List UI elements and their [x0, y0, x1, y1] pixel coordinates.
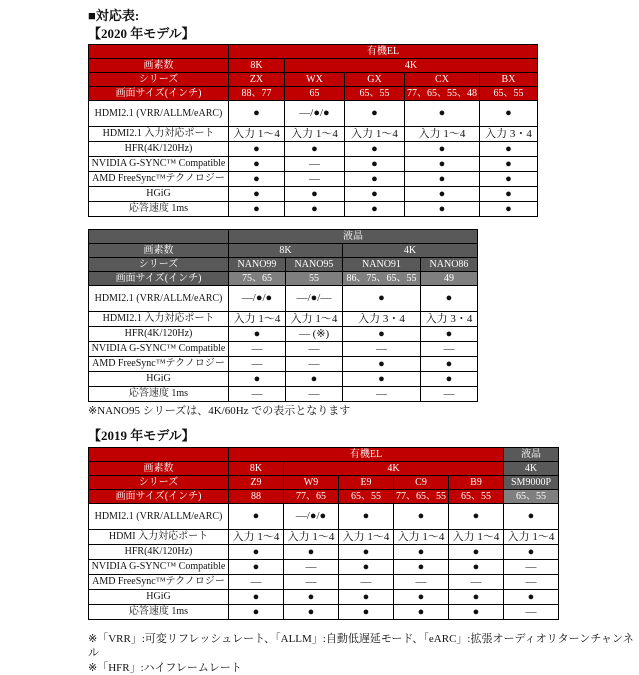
hgig-label: HGiG	[89, 590, 229, 605]
header-cell-sizes: 55	[286, 272, 343, 286]
response-label: 応答速度 1ms	[89, 202, 229, 217]
hdmi21-label: HDMI2.1 (VRR/ALLM/eARC)	[89, 504, 229, 530]
spec-cell-gsync: ●	[405, 157, 480, 172]
spec-cell-hdmi-ports: 入力 1～4	[345, 127, 405, 142]
spec-cell-gsync: —	[285, 157, 345, 172]
header-row-sizes	[89, 87, 538, 101]
spec-cell-response: ●	[284, 605, 339, 620]
header-row-pixels	[89, 244, 478, 258]
spec-cell-hgig: ●	[286, 372, 343, 387]
spec-cell-response: ●	[229, 202, 285, 217]
panel-label	[89, 230, 229, 244]
spec-cell-gsync: ●	[394, 560, 449, 575]
spec-cell-freesync: —	[339, 575, 394, 590]
series-label: シリーズ	[89, 258, 229, 272]
series-label: シリーズ	[89, 73, 229, 87]
header-cell-sizes: 65、55	[480, 87, 538, 101]
spec-cell-freesync: ●	[229, 172, 285, 187]
spec-row-hdmi21	[89, 504, 559, 530]
header-cell-series: WX	[285, 73, 345, 87]
gsync-label: NVIDIA G-SYNC™ Compatible	[89, 560, 229, 575]
spec-cell-hdmi21: ●	[480, 101, 538, 127]
header-cell-sizes: 86、75、65、55	[343, 272, 421, 286]
freesync-label: AMD FreeSync™テクノロジー	[89, 357, 229, 372]
spec-row-freesync	[89, 172, 538, 187]
spec-cell-hdmi-ports: 入力 1～4	[286, 312, 343, 327]
freesync-label: AMD FreeSync™テクノロジー	[89, 172, 229, 187]
spec-cell-hdmi-ports: 入力 3・4	[480, 127, 538, 142]
table-model-2020-lcd	[88, 229, 478, 402]
spec-cell-hfr: ●	[345, 142, 405, 157]
freesync-label: AMD FreeSync™テクノロジー	[89, 575, 229, 590]
header-cell-panel: 有機EL	[229, 448, 504, 462]
hdmi-ports-label: HDMI2.1 入力対応ポート	[89, 127, 229, 142]
sizes-label: 画面サイズ(インチ)	[89, 87, 229, 101]
spec-cell-freesync: —	[449, 575, 504, 590]
spec-cell-hgig: ●	[339, 590, 394, 605]
header-cell-panel: 液晶	[504, 448, 559, 462]
spec-cell-freesync: ●	[345, 172, 405, 187]
header-cell-pixels: 4K	[343, 244, 478, 258]
spec-cell-hdmi-ports: 入力 1～4	[339, 530, 394, 545]
spec-cell-hdmi21: ●	[229, 504, 284, 530]
spec-cell-freesync: ●	[421, 357, 478, 372]
spec-cell-freesync: —	[286, 357, 343, 372]
header-row-sizes	[89, 272, 478, 286]
spec-cell-hfr: ●	[480, 142, 538, 157]
spec-row-hdmi-ports	[89, 530, 559, 545]
table-wrap-model-2020-oled	[88, 44, 639, 217]
spec-row-hdmi21	[89, 286, 478, 312]
gsync-label: NVIDIA G-SYNC™ Compatible	[89, 157, 229, 172]
spec-cell-gsync: —	[343, 342, 421, 357]
header-cell-pixels: 8K	[229, 244, 343, 258]
header-cell-series: GX	[345, 73, 405, 87]
header-row-panel	[89, 230, 478, 244]
spec-cell-gsync: ●	[339, 560, 394, 575]
spec-cell-response: ●	[480, 202, 538, 217]
header-cell-sizes: 75、65	[229, 272, 286, 286]
header-row-series	[89, 258, 478, 272]
spec-cell-hdmi-ports: 入力 3・4	[421, 312, 478, 327]
header-cell-series: CX	[405, 73, 480, 87]
spec-cell-gsync: —	[284, 560, 339, 575]
header-row-pixels	[89, 462, 559, 476]
hgig-label: HGiG	[89, 187, 229, 202]
spec-cell-hgig: ●	[421, 372, 478, 387]
section-label-model-2020-oled: 【2020 年モデル】	[88, 25, 195, 41]
spec-row-hgig	[89, 590, 559, 605]
spec-row-hgig	[89, 372, 478, 387]
spec-cell-freesync: ●	[405, 172, 480, 187]
spec-cell-hdmi21: ●	[504, 504, 559, 530]
table-model-2020-oled	[88, 44, 538, 217]
header-cell-sizes: 65	[285, 87, 345, 101]
footnote-vrr-allm-earc: ※「VRR」:可変リフレッシュレート、「ALLM」:自動低遅延モード、「eARC」:拡張オーディオリターンチャンネル	[88, 633, 634, 660]
spec-cell-gsync: ●	[229, 560, 284, 575]
hdmi-ports-label: HDMI2.1 入力対応ポート	[89, 312, 229, 327]
spec-cell-hfr: ●	[343, 327, 421, 342]
spec-cell-freesync: —	[285, 172, 345, 187]
spec-cell-gsync: —	[286, 342, 343, 357]
spec-cell-hdmi-ports: 入力 1～4	[405, 127, 480, 142]
spec-cell-response: —	[343, 387, 421, 402]
spec-cell-hdmi21: —/●/●	[284, 504, 339, 530]
table-wrap-model-2019	[88, 447, 639, 620]
header-cell-pixels: 4K	[504, 462, 559, 476]
sizes-label: 画面サイズ(インチ)	[89, 490, 229, 504]
hfr-label: HFR(4K/120Hz)	[89, 327, 229, 342]
hgig-label: HGiG	[89, 372, 229, 387]
panel-label	[89, 45, 229, 59]
spec-cell-hfr: ●	[394, 545, 449, 560]
spec-cell-freesync: —	[504, 575, 559, 590]
tables-container	[88, 26, 639, 620]
header-cell-sizes: 77、65	[284, 490, 339, 504]
header-cell-panel: 液晶	[229, 230, 478, 244]
header-cell-pixels: 4K	[284, 462, 504, 476]
header-row-series	[89, 476, 559, 490]
spec-cell-response: ●	[405, 202, 480, 217]
spec-cell-gsync: —	[504, 560, 559, 575]
response-label: 応答速度 1ms	[89, 387, 229, 402]
spec-cell-response: —	[504, 605, 559, 620]
spec-cell-hfr: — (※)	[286, 327, 343, 342]
spec-cell-hdmi-ports: 入力 1～4	[229, 127, 285, 142]
spec-cell-hfr: ●	[421, 327, 478, 342]
spec-cell-hfr: ●	[229, 142, 285, 157]
spec-cell-freesync: —	[394, 575, 449, 590]
spec-row-gsync	[89, 157, 538, 172]
spec-cell-hfr: ●	[229, 327, 286, 342]
spec-row-hgig	[89, 187, 538, 202]
spec-cell-hdmi-ports: 入力 1～4	[449, 530, 504, 545]
header-row-panel	[89, 448, 559, 462]
spec-cell-freesync: ●	[343, 357, 421, 372]
spec-cell-hdmi21: ●	[229, 101, 285, 127]
page-title: ■対応表:	[88, 8, 140, 23]
hdmi21-label: HDMI2.1 (VRR/ALLM/eARC)	[89, 286, 229, 312]
spec-cell-response: ●	[285, 202, 345, 217]
spec-cell-hgig: ●	[229, 187, 285, 202]
header-cell-sizes: 77、65、55、48	[405, 87, 480, 101]
header-cell-sizes: 49	[421, 272, 478, 286]
spec-cell-hfr: ●	[285, 142, 345, 157]
footnotes-bottom	[88, 632, 639, 675]
header-cell-series: SM9000P	[504, 476, 559, 490]
spec-cell-freesync: —	[229, 357, 286, 372]
header-cell-series: Z9	[229, 476, 284, 490]
header-cell-series: NANO91	[343, 258, 421, 272]
header-row-panel	[89, 45, 538, 59]
spec-cell-hgig: ●	[449, 590, 504, 605]
spec-row-hfr	[89, 142, 538, 157]
spec-cell-hdmi21: —/●/●	[285, 101, 345, 127]
spec-cell-hgig: ●	[394, 590, 449, 605]
spec-cell-freesync: —	[284, 575, 339, 590]
header-cell-sizes: 77、65、55	[394, 490, 449, 504]
header-cell-panel: 有機EL	[229, 45, 538, 59]
spec-cell-gsync: ●	[449, 560, 504, 575]
header-cell-series: NANO86	[421, 258, 478, 272]
header-cell-sizes: 65、55	[339, 490, 394, 504]
spec-cell-gsync: ●	[229, 157, 285, 172]
spec-row-gsync	[89, 342, 478, 357]
header-cell-pixels: 8K	[229, 462, 284, 476]
sizes-label: 画面サイズ(インチ)	[89, 272, 229, 286]
spec-cell-hdmi21: —/●/—	[286, 286, 343, 312]
spec-row-hdmi-ports	[89, 312, 478, 327]
spec-cell-hgig: ●	[284, 590, 339, 605]
spec-cell-hfr: ●	[449, 545, 504, 560]
spec-cell-gsync: ●	[480, 157, 538, 172]
header-cell-sizes: 65、55	[449, 490, 504, 504]
spec-cell-hfr: ●	[284, 545, 339, 560]
table-model-2019	[88, 447, 559, 620]
header-row-pixels	[89, 59, 538, 73]
hfr-label: HFR(4K/120Hz)	[89, 142, 229, 157]
spec-cell-hgig: ●	[504, 590, 559, 605]
spec-cell-freesync: —	[229, 575, 284, 590]
header-row-sizes	[89, 490, 559, 504]
spec-cell-hdmi-ports: 入力 1～4	[229, 312, 286, 327]
spec-cell-hdmi21: ●	[394, 504, 449, 530]
spec-cell-response: ●	[394, 605, 449, 620]
spec-cell-hgig: ●	[480, 187, 538, 202]
section-label-model-2019: 【2019 年モデル】	[88, 428, 195, 444]
spec-cell-hdmi21: —/●/●	[229, 286, 286, 312]
spec-row-hdmi21	[89, 101, 538, 127]
spec-cell-hdmi21: ●	[345, 101, 405, 127]
spec-row-hfr	[89, 327, 478, 342]
spec-cell-hfr: ●	[229, 545, 284, 560]
header-cell-sizes: 88、77	[229, 87, 285, 101]
spec-cell-hdmi21: ●	[421, 286, 478, 312]
header-cell-pixels: 8K	[229, 59, 285, 73]
hfr-label: HFR(4K/120Hz)	[89, 545, 229, 560]
spec-cell-response: ●	[345, 202, 405, 217]
spec-cell-hgig: ●	[229, 372, 286, 387]
pixels-label: 画素数	[89, 244, 229, 258]
header-cell-series: BX	[480, 73, 538, 87]
pixels-label: 画素数	[89, 59, 229, 73]
header-cell-series: NANO99	[229, 258, 286, 272]
spec-cell-hgig: ●	[229, 590, 284, 605]
spec-cell-hdmi-ports: 入力 1～4	[229, 530, 284, 545]
spec-cell-hdmi-ports: 入力 1～4	[504, 530, 559, 545]
header-cell-series: W9	[284, 476, 339, 490]
hdmi21-label: HDMI2.1 (VRR/ALLM/eARC)	[89, 101, 229, 127]
spec-row-gsync	[89, 560, 559, 575]
spec-row-hfr	[89, 545, 559, 560]
spec-cell-response: —	[229, 387, 286, 402]
spec-row-response	[89, 387, 478, 402]
spec-row-response	[89, 605, 559, 620]
footnote-hfr: ※「HFR」:ハイフレームレート	[88, 661, 242, 674]
header-cell-series: NANO95	[286, 258, 343, 272]
spec-row-hdmi-ports	[89, 127, 538, 142]
spec-cell-gsync: —	[229, 342, 286, 357]
spec-cell-hdmi21: ●	[343, 286, 421, 312]
spec-cell-gsync: ●	[345, 157, 405, 172]
header-cell-series: C9	[394, 476, 449, 490]
response-label: 応答速度 1ms	[89, 605, 229, 620]
header-cell-sizes: 65、55	[345, 87, 405, 101]
spec-cell-hdmi-ports: 入力 3・4	[343, 312, 421, 327]
spec-cell-hdmi-ports: 入力 1～4	[285, 127, 345, 142]
pixels-label: 画素数	[89, 462, 229, 476]
footnote-model-2020-lcd: ※NANO95 シリーズは、4K/60Hz での表示となります	[88, 405, 351, 418]
spec-row-response	[89, 202, 538, 217]
spec-cell-response: ●	[339, 605, 394, 620]
gsync-label: NVIDIA G-SYNC™ Compatible	[89, 342, 229, 357]
spec-cell-hdmi21: ●	[405, 101, 480, 127]
header-cell-series: B9	[449, 476, 504, 490]
header-cell-series: E9	[339, 476, 394, 490]
spec-cell-hgig: ●	[345, 187, 405, 202]
spec-cell-hfr: ●	[504, 545, 559, 560]
spec-cell-hdmi-ports: 入力 1～4	[394, 530, 449, 545]
spec-cell-hdmi21: ●	[339, 504, 394, 530]
hdmi-ports-label: HDMI 入力対応ポート	[89, 530, 229, 545]
spec-row-freesync	[89, 357, 478, 372]
spec-cell-response: ●	[229, 605, 284, 620]
panel-label	[89, 448, 229, 462]
spec-cell-freesync: ●	[480, 172, 538, 187]
header-cell-pixels: 4K	[285, 59, 538, 73]
header-cell-sizes: 88	[229, 490, 284, 504]
spec-cell-hgig: ●	[285, 187, 345, 202]
spec-cell-hdmi21: ●	[449, 504, 504, 530]
spec-cell-hgig: ●	[343, 372, 421, 387]
spec-cell-response: —	[421, 387, 478, 402]
spec-cell-gsync: —	[421, 342, 478, 357]
spec-cell-hfr: ●	[339, 545, 394, 560]
spec-cell-hdmi-ports: 入力 1～4	[284, 530, 339, 545]
header-cell-sizes: 65、55	[504, 490, 559, 504]
header-cell-series: ZX	[229, 73, 285, 87]
spec-cell-hgig: ●	[405, 187, 480, 202]
header-row-series	[89, 73, 538, 87]
table-wrap-model-2020-lcd	[88, 229, 639, 402]
series-label: シリーズ	[89, 476, 229, 490]
spec-cell-hfr: ●	[405, 142, 480, 157]
spec-row-freesync	[89, 575, 559, 590]
spec-cell-response: ●	[449, 605, 504, 620]
spec-cell-response: —	[286, 387, 343, 402]
